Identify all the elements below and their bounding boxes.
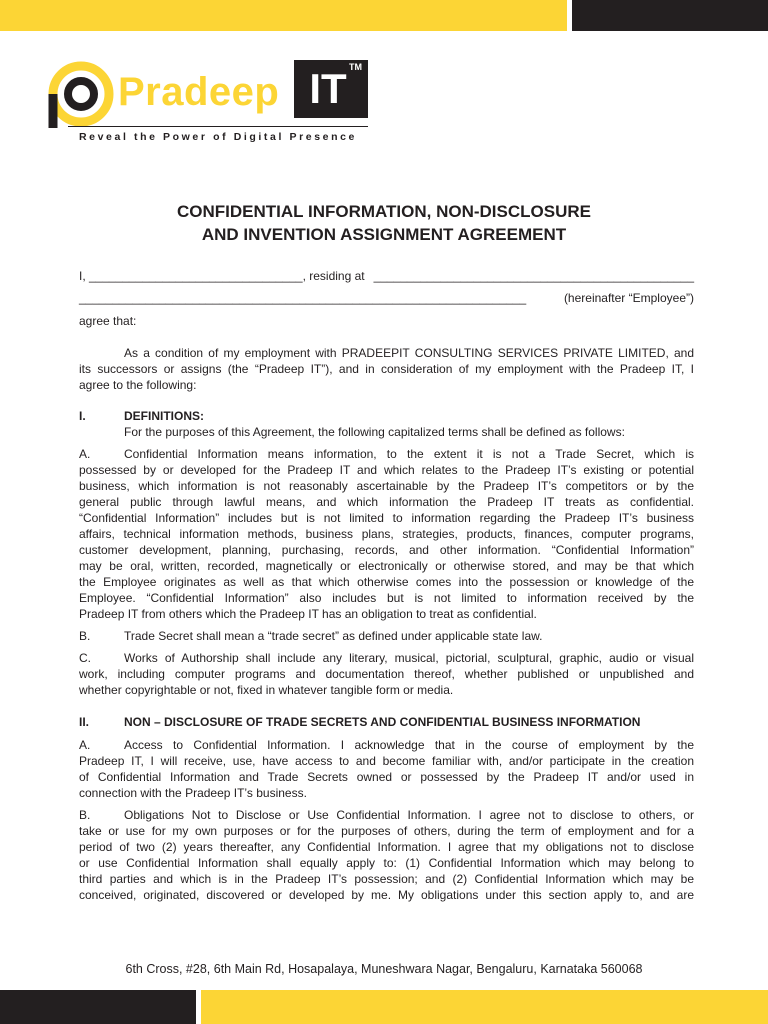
clause-2b-line: Obligations Not to Disclose or Use Confidential Information. I agree not to disclose to others, or — [124, 808, 694, 822]
logo-it-text: IT — [309, 65, 347, 112]
logo-trademark: TM — [349, 62, 362, 72]
pradeep-p-logo-icon — [48, 60, 114, 130]
preamble-line: its successors or assigns (the “Pradeep IT”), and in consideration of my employment with the Pradeep IT, I — [79, 362, 694, 376]
section-2-number: II. — [79, 715, 90, 729]
logo-divider — [68, 126, 368, 127]
clause-1c-line: whether copyrightable or not, fixed in whatever tangible form or media. — [79, 683, 454, 697]
section-1-heading — [79, 408, 694, 424]
clause-1a-line: the Employee originates as well as that which otherwise comes into the possession or knowledge of the — [79, 575, 694, 589]
logo-tagline: Reveal the Power of Digital Presence — [79, 131, 358, 143]
address-blank: ___________________________________________________________________ — [79, 291, 527, 305]
clause-2b-line: conceived, originated, discovered or developed by me. My obligations under this section apply to, and are — [79, 888, 694, 902]
clause-2a-line: Access to Confidential Information. I acknowledge that in the course of employment by the — [124, 738, 694, 752]
intro-line-1 — [79, 268, 694, 284]
clause-2a-line: of Confidential Information and Trade Secrets owned or possessed by the Pradeep IT and/or used in — [79, 770, 694, 784]
clause-1a-line: Confidential Information means information, to the extent it is not a Trade Secret, which is — [124, 447, 694, 461]
clause-1a-line: possessed by or developed for the Pradeep IT and which relates to the Pradeep IT’s existing or potential — [79, 463, 694, 477]
section-1-number: I. — [79, 409, 86, 423]
section-1-title: DEFINITIONS: — [124, 409, 204, 423]
document-title-line-1: CONFIDENTIAL INFORMATION, NON-DISCLOSURE — [177, 202, 591, 221]
clause-1a-line: business, which information is not reasonably ascertainable by the Pradeep IT’s competitors or by the — [79, 479, 694, 493]
clause-2b-line: take or use for my own purposes or for the purposes of others, during the term of employment and for a — [79, 824, 694, 838]
clause-2b-line: or use Confidential Information shall equally apply to: (1) Confidential Information which may belong to — [79, 856, 694, 870]
clause-1a-line: may be oral, written, recorded, magnetically or electronically or otherwise stored, and may be that which — [79, 559, 694, 573]
clause-2a-label: A. — [79, 738, 91, 752]
clause-2b-line: third parties and which is in the Pradeep IT’s possession; and (2) Confidential Information which may be — [79, 872, 694, 886]
clause-2b-line: period of two (2) years thereafter, any Confidential Information. I agree that my obligations not to disclose — [79, 840, 694, 854]
clause-2b-label: B. — [79, 808, 91, 822]
residence-blank: ________________________________________________ — [373, 269, 694, 283]
top-yellow-bar — [0, 0, 567, 31]
top-dark-bar — [572, 0, 768, 31]
section-2-heading — [79, 714, 694, 730]
section-1-intro: For the purposes of this Agreement, the following capitalized terms shall be defined as follows: — [124, 425, 625, 439]
clause-1a-line: Employee. “Confidential Information” also includes but is not limited to information received by the — [79, 591, 694, 605]
clause-2a-line: Pradeep IT, I will receive, use, have access to and become familiar with, and/or participate in the creation — [79, 754, 694, 768]
clause-1b-label: B. — [79, 629, 91, 643]
clause-1a-line: “Confidential Information” includes but is not limited to information regarding the Pradeep IT’s business — [79, 511, 694, 525]
preamble-line: agree to the following: — [79, 378, 197, 392]
document-title-line-2: AND INVENTION ASSIGNMENT AGREEMENT — [201, 225, 567, 244]
employee-name-blank: I, ________________________________, residing at — [79, 269, 365, 283]
logo-wordmark: Pradeep — [118, 70, 280, 114]
preamble-line: As a condition of my employment with PRADEEPIT CONSULTING SERVICES PRIVATE LIMITED, and — [124, 346, 694, 360]
bottom-yellow-bar — [201, 990, 768, 1024]
clause-2a-line: connection with the Pradeep IT’s business. — [79, 786, 307, 800]
intro-line-2 — [79, 290, 694, 306]
employee-designation: (hereinafter “Employee”) — [563, 291, 694, 305]
clause-1a-line: general public through lawful means, and which information the Pradeep IT treats as confidential. — [79, 495, 694, 509]
clause-1c-line: Works of Authorship shall include any literary, musical, pictorial, sculptural, graphic, audio or visual — [124, 651, 694, 665]
section-2-title: NON – DISCLOSURE OF TRADE SECRETS AND CONFIDENTIAL BUSINESS INFORMATION — [124, 715, 641, 729]
clause-1b-text: Trade Secret shall mean a “trade secret” as defined under applicable state law. — [124, 629, 543, 643]
clause-1c-line: work, including computer programs and documentation thereof, whether published or unpublished and — [79, 667, 694, 681]
clause-1a-label: A. — [79, 447, 91, 461]
clause-1a-line: Pradeep IT from others which the Pradeep IT has an obligation to treat as confidential. — [79, 607, 537, 621]
clause-1c-label: C. — [79, 651, 91, 665]
company-logo — [48, 56, 378, 148]
clause-1a-line: customer development, planning, purchasing, records, and other information. “Confidential Information” — [79, 543, 694, 557]
footer-address: 6th Cross, #28, 6th Main Rd, Hosapalaya, Muneshwara Nagar, Bengaluru, Karnataka 560068 — [125, 962, 643, 976]
logo-it-box — [294, 60, 368, 118]
bottom-dark-bar — [0, 990, 196, 1024]
clause-1a-line: affairs, technical information methods, business plans, strategies, products, finances, computer programs, — [79, 527, 694, 541]
intro-line-3: agree that: — [79, 314, 137, 328]
